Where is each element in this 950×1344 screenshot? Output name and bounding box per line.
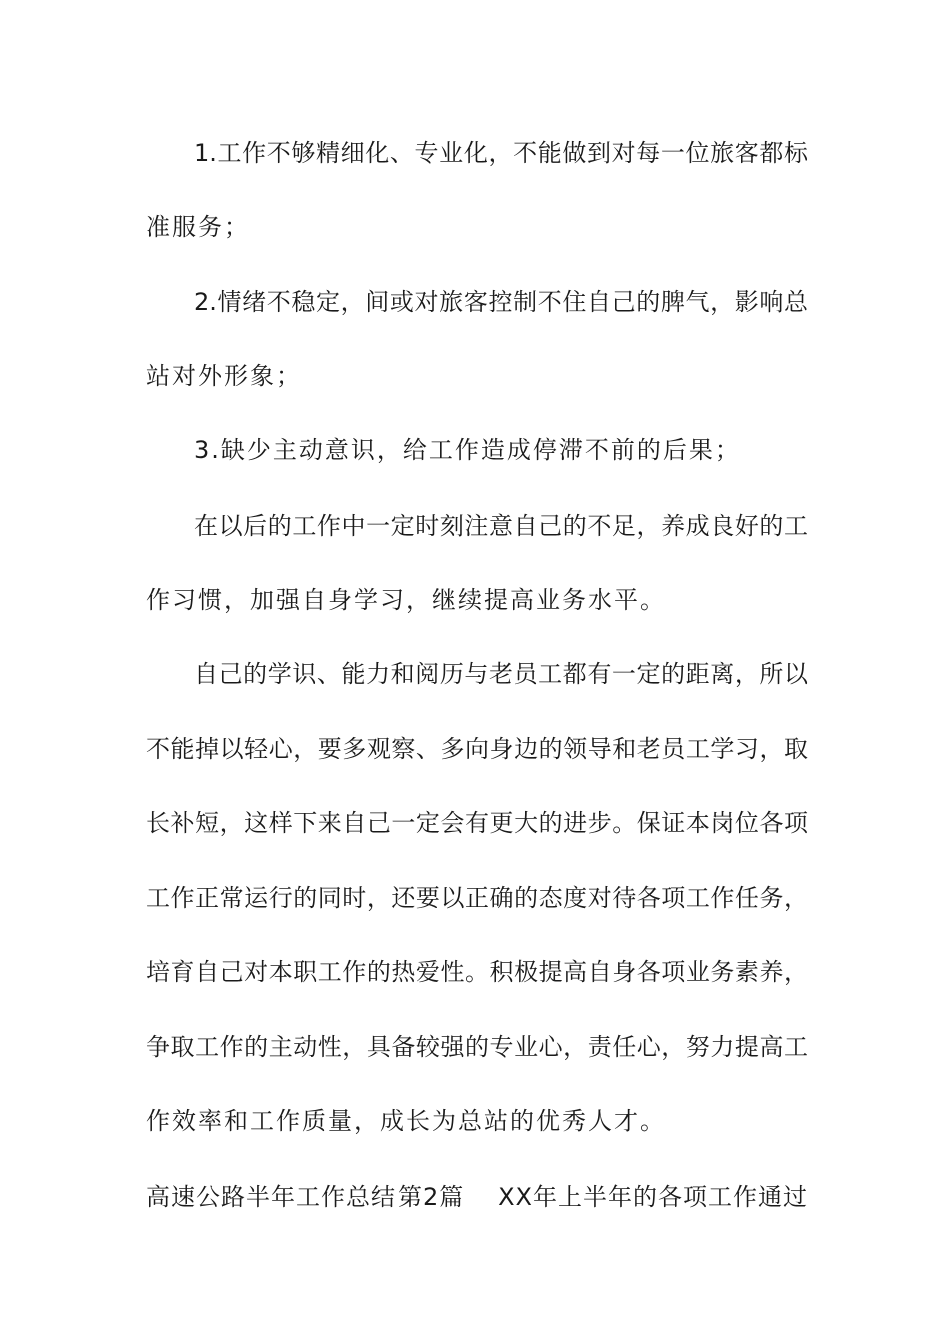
paragraph-5-line-1: 自己的学识、能力和阅历与老员工都有一定的距离，所以 [194,660,808,688]
paragraph-1-line-1: 1.工作不够精细化、专业化，不能做到对每一位旅客都标 [194,139,808,167]
paragraph-1-line-2: 准服务； [146,213,250,241]
paragraph-5-line-2: 不能掉以轻心，要多观察、多向身边的领导和老员工学习，取 [146,735,808,763]
paragraph-3-line-1: 3.缺少主动意识，给工作造成停滞不前的后果； [194,436,741,464]
paragraph-4-line-2: 作习惯，加强自身学习，继续提高业务水平。 [146,586,666,614]
paragraph-5-line-7: 作效率和工作质量，成长为总站的优秀人才。 [146,1107,666,1135]
paragraph-2-line-1: 2.情绪不稳定，间或对旅客控制不住自己的脾气，影响总 [194,288,808,316]
paragraph-2-line-2: 站对外形象； [146,362,302,390]
section-lead-text: XX年上半年的各项工作通过 [498,1183,808,1211]
paragraph-4-line-1: 在以后的工作中一定时刻注意自己的不足，养成良好的工 [194,512,808,540]
paragraph-5-line-4: 工作正常运行的同时，还要以正确的态度对待各项工作任务， [146,884,808,912]
paragraph-5-line-3: 长补短，这样下来自己一定会有更大的进步。保证本岗位各项 [146,809,808,837]
paragraph-5-line-6: 争取工作的主动性，具备较强的专业心，责任心，努力提高工 [146,1033,808,1061]
section-title: 高速公路半年工作总结 [146,1183,396,1211]
section-part-number: 第2篇 [398,1183,465,1211]
paragraph-5-line-5: 培育自己对本职工作的热爱性。积极提高自身各项业务素养， [146,958,808,986]
